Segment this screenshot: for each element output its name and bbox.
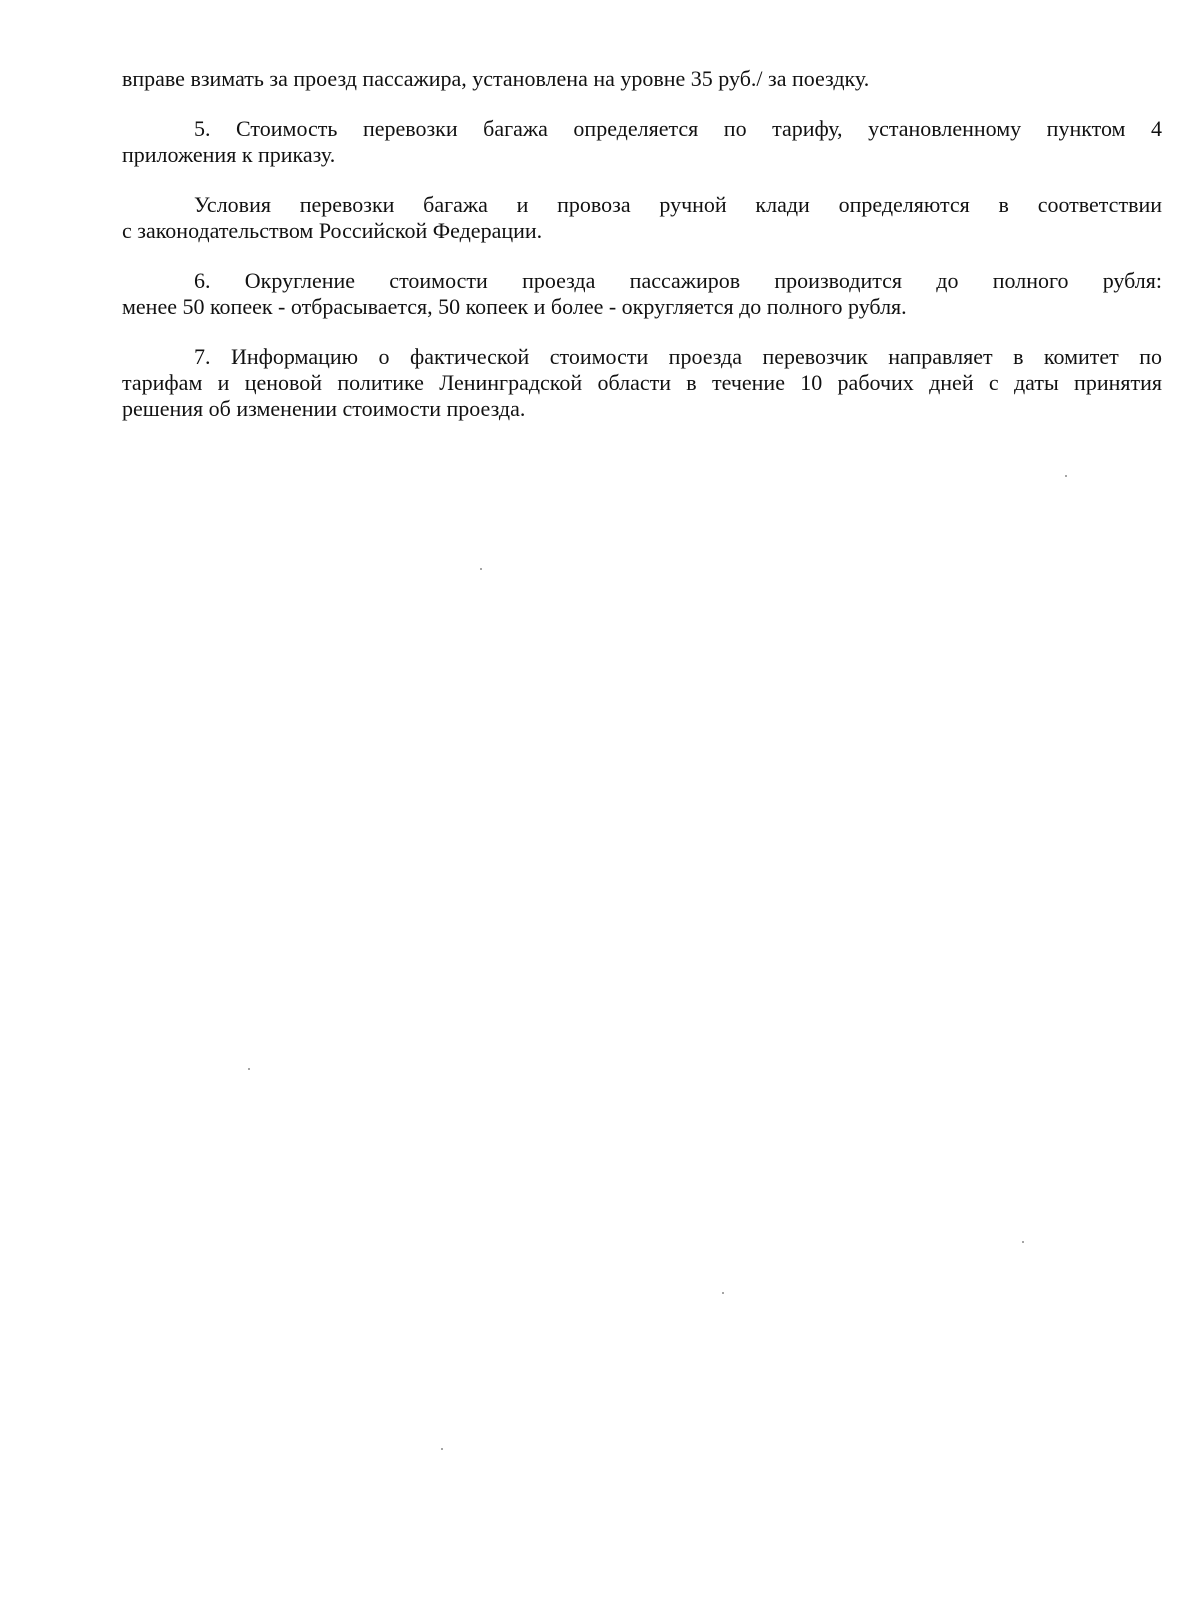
paragraph-line: 6. Округление стоимости проезда пассажиров производится до полного рубля:: [194, 268, 1162, 293]
paragraph-baggage-conditions: [122, 192, 1162, 244]
paragraph-line: Условия перевозки багажа и провоза ручной клади определяются в соответствии: [194, 192, 1162, 217]
paragraph-line: приложения к приказу.: [122, 142, 336, 167]
paragraph-line: менее 50 копеек - отбрасывается, 50 копеек и более - округляется до полного рубля.: [122, 294, 907, 319]
scan-speck: [480, 568, 482, 570]
paragraph-line: тарифам и ценовой политике Ленинградской области в течение 10 рабочих дней с даты принятия: [122, 370, 1162, 395]
scan-speck: [1022, 1241, 1024, 1243]
paragraph-line: 5. Стоимость перевозки багажа определяется по тарифу, установленному пунктом 4: [194, 116, 1162, 141]
paragraph-line: с законодательством Российской Федерации.: [122, 218, 543, 243]
document-body: [122, 66, 1162, 446]
paragraph-fare-continuation: [122, 66, 1162, 92]
paragraph-6-rounding: [122, 268, 1162, 320]
scan-speck: [722, 1292, 724, 1294]
paragraph-7-information: [122, 344, 1162, 422]
scan-speck: [1065, 475, 1067, 477]
paragraph-line: решения об изменении стоимости проезда.: [122, 396, 526, 421]
scan-speck: [441, 1448, 443, 1450]
scan-speck: [248, 1068, 250, 1070]
paragraph-line: 7. Информацию о фактической стоимости проезда перевозчик направляет в комитет по: [194, 344, 1162, 369]
paragraph-5-baggage-cost: [122, 116, 1162, 168]
paragraph-line: вправе взимать за проезд пассажира, установлена на уровне 35 руб./ за поездку.: [122, 66, 870, 91]
